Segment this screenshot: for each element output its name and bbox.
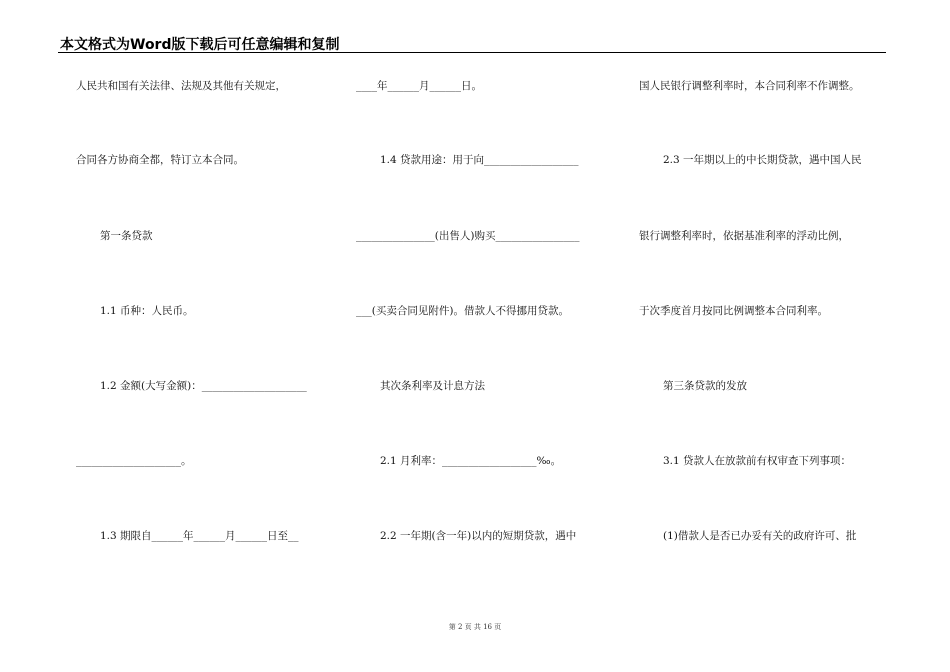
paragraph-line: 国人民银行调整利率时，本合同利率不作调整。 [639, 80, 860, 92]
paragraph-line: 1.3 期限自______年______月______日至__ [100, 530, 299, 542]
paragraph-line: 于次季度首月按同比例调整本合同利率。 [639, 305, 828, 317]
paragraph-line: 合同各方协商全都，特订立本合同。 [76, 154, 244, 166]
paragraph-line: 2.2 一年期(含一年)以内的短期贷款，遇中 [380, 530, 577, 542]
paragraph-line: 银行调整利率时，依据基准利率的浮动比例， [639, 230, 849, 242]
paragraph-line: _______________(出售人)购买________________ [356, 230, 580, 242]
paragraph-line: 3.1 贷款人在放款前有权审查下列事项： [663, 455, 852, 467]
document-header: 本文格式为Word版下载后可任意编辑和复制 [60, 37, 340, 53]
paragraph-line: ____________________。 [76, 455, 192, 467]
section-heading: 其次条利率及计息方法 [380, 380, 485, 392]
paragraph-line: 2.1 月利率：__________________‰。 [380, 455, 562, 467]
page-number: 第 2 页 共 16 页 [448, 623, 502, 631]
paragraph-line: 2.3 一年期以上的中长期贷款，遇中国人民 [663, 154, 862, 166]
paragraph-line: (1)借款人是否已办妥有关的政府许可、批 [663, 530, 857, 542]
header-divider [58, 52, 886, 53]
paragraph-line: 1.2 金额(大写金额)：____________________ [100, 380, 307, 392]
paragraph-line: 1.1 币种：人民币。 [100, 305, 194, 317]
section-heading: 第三条贷款的发放 [663, 380, 747, 392]
paragraph-line: 1.4 贷款用途：用于向__________________ [380, 154, 579, 166]
paragraph-line: 人民共和国有关法律、法规及其他有关规定， [76, 80, 286, 92]
paragraph-line: ___(买卖合同见附件)。借款人不得挪用贷款。 [356, 305, 569, 317]
paragraph-line: ____年______月______日。 [356, 80, 482, 92]
section-heading: 第一条贷款 [100, 230, 153, 242]
